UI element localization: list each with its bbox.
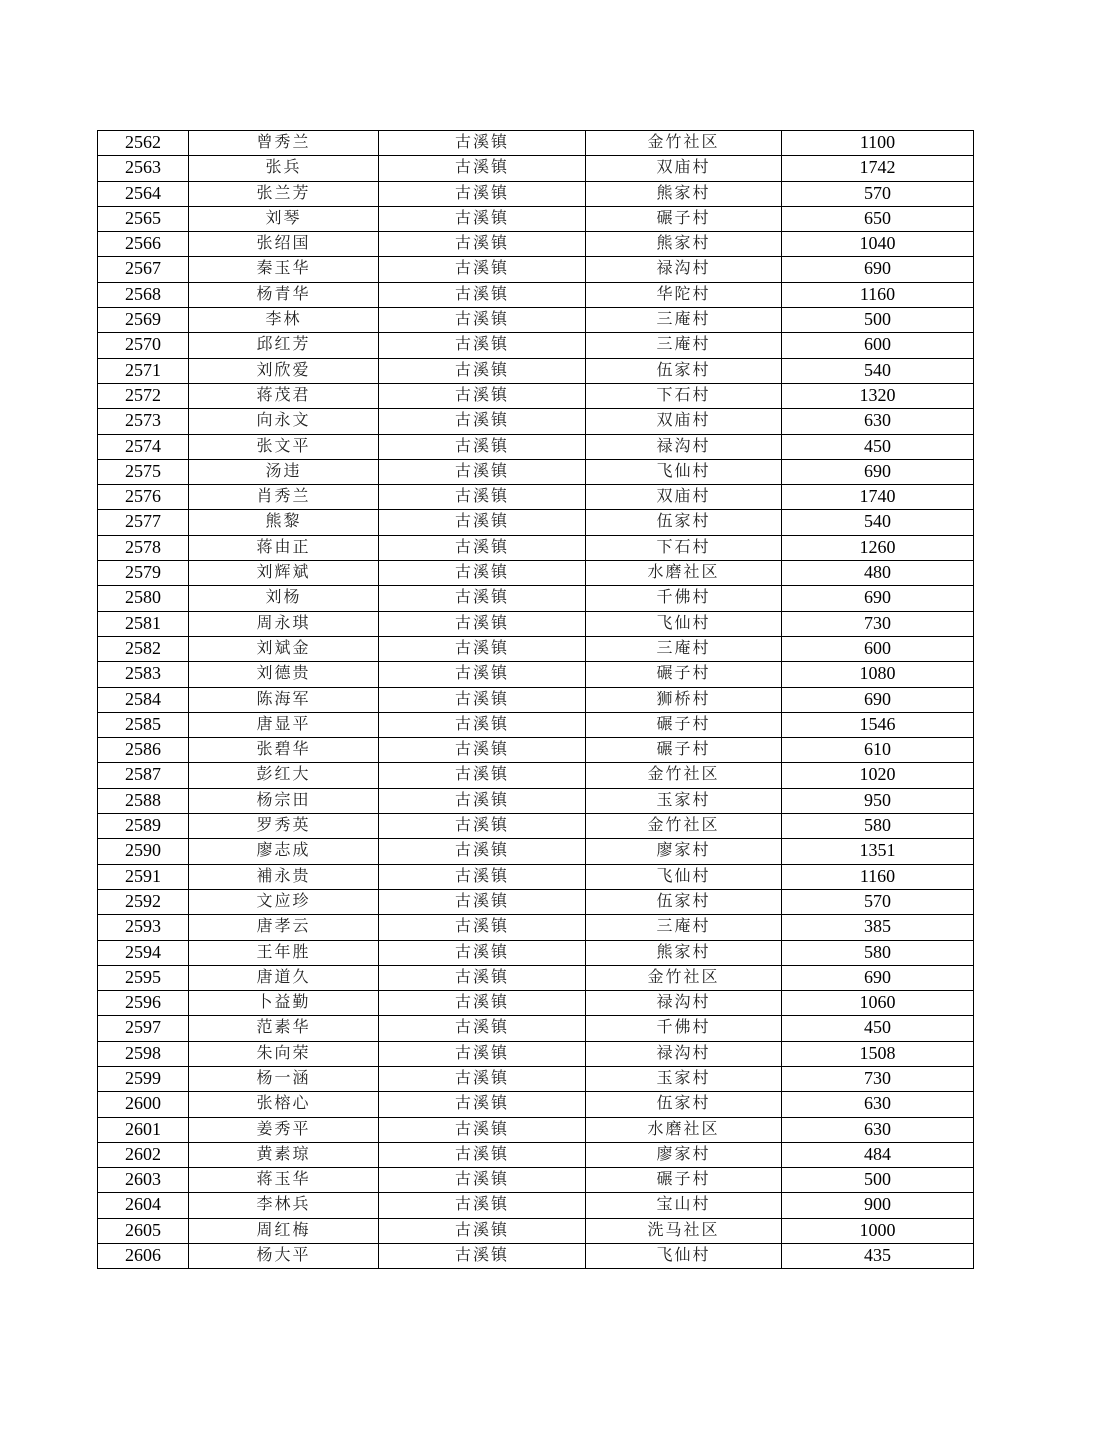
person-name-cell: 秦玉华 xyxy=(189,257,379,282)
serial-number-cell: 2590 xyxy=(98,839,189,864)
town-cell: 古溪镇 xyxy=(379,308,586,333)
town-cell: 古溪镇 xyxy=(379,409,586,434)
town-cell: 古溪镇 xyxy=(379,282,586,307)
serial-number-cell: 2599 xyxy=(98,1066,189,1091)
table-row xyxy=(98,308,974,333)
village-cell: 廖家村 xyxy=(586,1142,782,1167)
person-name-cell: 罗秀英 xyxy=(189,814,379,839)
serial-number-cell: 2571 xyxy=(98,358,189,383)
serial-number-cell: 2605 xyxy=(98,1218,189,1243)
amount-cell: 1740 xyxy=(782,485,974,510)
person-name-cell: 蒋玉华 xyxy=(189,1168,379,1193)
serial-number-cell: 2568 xyxy=(98,282,189,307)
town-cell: 古溪镇 xyxy=(379,459,586,484)
serial-number-cell: 2564 xyxy=(98,181,189,206)
table-row xyxy=(98,434,974,459)
serial-number-cell: 2588 xyxy=(98,788,189,813)
table-row xyxy=(98,459,974,484)
village-cell: 禄沟村 xyxy=(586,991,782,1016)
person-name-cell: 熊黎 xyxy=(189,510,379,535)
town-cell: 古溪镇 xyxy=(379,611,586,636)
amount-cell: 630 xyxy=(782,1092,974,1117)
village-cell: 飞仙村 xyxy=(586,611,782,636)
village-cell: 禄沟村 xyxy=(586,434,782,459)
person-name-cell: 刘琴 xyxy=(189,206,379,231)
table-row xyxy=(98,814,974,839)
serial-number-cell: 2566 xyxy=(98,232,189,257)
amount-cell: 385 xyxy=(782,915,974,940)
amount-cell: 690 xyxy=(782,257,974,282)
town-cell: 古溪镇 xyxy=(379,1041,586,1066)
person-name-cell: 杨宗田 xyxy=(189,788,379,813)
amount-cell: 1260 xyxy=(782,535,974,560)
serial-number-cell: 2578 xyxy=(98,535,189,560)
records-table-body xyxy=(98,131,974,1269)
serial-number-cell: 2585 xyxy=(98,712,189,737)
person-name-cell: 周红梅 xyxy=(189,1218,379,1243)
table-row xyxy=(98,586,974,611)
person-name-cell: 彭红大 xyxy=(189,763,379,788)
town-cell: 古溪镇 xyxy=(379,1142,586,1167)
town-cell: 古溪镇 xyxy=(379,1193,586,1218)
table-row xyxy=(98,561,974,586)
town-cell: 古溪镇 xyxy=(379,712,586,737)
amount-cell: 1060 xyxy=(782,991,974,1016)
person-name-cell: 刘德贵 xyxy=(189,662,379,687)
table-row xyxy=(98,156,974,181)
table-row xyxy=(98,940,974,965)
serial-number-cell: 2573 xyxy=(98,409,189,434)
town-cell: 古溪镇 xyxy=(379,561,586,586)
table-row xyxy=(98,383,974,408)
person-name-cell: 曾秀兰 xyxy=(189,131,379,156)
amount-cell: 630 xyxy=(782,1117,974,1142)
person-name-cell: 汤违 xyxy=(189,459,379,484)
table-row xyxy=(98,282,974,307)
table-row xyxy=(98,257,974,282)
table-row xyxy=(98,358,974,383)
town-cell: 古溪镇 xyxy=(379,687,586,712)
town-cell: 古溪镇 xyxy=(379,839,586,864)
town-cell: 古溪镇 xyxy=(379,763,586,788)
village-cell: 熊家村 xyxy=(586,940,782,965)
village-cell: 碾子村 xyxy=(586,1168,782,1193)
table-row xyxy=(98,738,974,763)
person-name-cell: 補永贵 xyxy=(189,864,379,889)
amount-cell: 690 xyxy=(782,459,974,484)
village-cell: 水磨社区 xyxy=(586,1117,782,1142)
serial-number-cell: 2596 xyxy=(98,991,189,1016)
village-cell: 玉家村 xyxy=(586,1066,782,1091)
person-name-cell: 李林兵 xyxy=(189,1193,379,1218)
table-row xyxy=(98,510,974,535)
amount-cell: 435 xyxy=(782,1244,974,1269)
serial-number-cell: 2600 xyxy=(98,1092,189,1117)
serial-number-cell: 2562 xyxy=(98,131,189,156)
person-name-cell: 张文平 xyxy=(189,434,379,459)
serial-number-cell: 2583 xyxy=(98,662,189,687)
table-row xyxy=(98,636,974,661)
town-cell: 古溪镇 xyxy=(379,1117,586,1142)
village-cell: 熊家村 xyxy=(586,181,782,206)
village-cell: 三庵村 xyxy=(586,636,782,661)
person-name-cell: 唐显平 xyxy=(189,712,379,737)
table-row xyxy=(98,712,974,737)
serial-number-cell: 2587 xyxy=(98,763,189,788)
person-name-cell: 张兰芳 xyxy=(189,181,379,206)
village-cell: 宝山村 xyxy=(586,1193,782,1218)
serial-number-cell: 2576 xyxy=(98,485,189,510)
town-cell: 古溪镇 xyxy=(379,814,586,839)
village-cell: 玉家村 xyxy=(586,788,782,813)
table-row xyxy=(98,889,974,914)
village-cell: 飞仙村 xyxy=(586,1244,782,1269)
amount-cell: 480 xyxy=(782,561,974,586)
table-row xyxy=(98,1016,974,1041)
town-cell: 古溪镇 xyxy=(379,485,586,510)
person-name-cell: 范素华 xyxy=(189,1016,379,1041)
village-cell: 水磨社区 xyxy=(586,561,782,586)
town-cell: 古溪镇 xyxy=(379,1016,586,1041)
town-cell: 古溪镇 xyxy=(379,131,586,156)
village-cell: 千佛村 xyxy=(586,1016,782,1041)
amount-cell: 570 xyxy=(782,181,974,206)
serial-number-cell: 2594 xyxy=(98,940,189,965)
amount-cell: 1742 xyxy=(782,156,974,181)
amount-cell: 690 xyxy=(782,586,974,611)
village-cell: 千佛村 xyxy=(586,586,782,611)
person-name-cell: 陈海军 xyxy=(189,687,379,712)
village-cell: 碾子村 xyxy=(586,206,782,231)
village-cell: 碾子村 xyxy=(586,662,782,687)
town-cell: 古溪镇 xyxy=(379,1092,586,1117)
village-cell: 洗马社区 xyxy=(586,1218,782,1243)
serial-number-cell: 2570 xyxy=(98,333,189,358)
table-row xyxy=(98,1193,974,1218)
amount-cell: 900 xyxy=(782,1193,974,1218)
town-cell: 古溪镇 xyxy=(379,738,586,763)
person-name-cell: 刘辉斌 xyxy=(189,561,379,586)
table-row xyxy=(98,131,974,156)
serial-number-cell: 2572 xyxy=(98,383,189,408)
village-cell: 金竹社区 xyxy=(586,131,782,156)
table-row xyxy=(98,1142,974,1167)
person-name-cell: 李林 xyxy=(189,308,379,333)
person-name-cell: 唐孝云 xyxy=(189,915,379,940)
town-cell: 古溪镇 xyxy=(379,156,586,181)
village-cell: 熊家村 xyxy=(586,232,782,257)
person-name-cell: 蒋由正 xyxy=(189,535,379,560)
table-row xyxy=(98,1041,974,1066)
person-name-cell: 王年胜 xyxy=(189,940,379,965)
amount-cell: 500 xyxy=(782,1168,974,1193)
person-name-cell: 周永琪 xyxy=(189,611,379,636)
serial-number-cell: 2582 xyxy=(98,636,189,661)
serial-number-cell: 2586 xyxy=(98,738,189,763)
table-row xyxy=(98,1218,974,1243)
serial-number-cell: 2574 xyxy=(98,434,189,459)
table-row xyxy=(98,409,974,434)
serial-number-cell: 2606 xyxy=(98,1244,189,1269)
town-cell: 古溪镇 xyxy=(379,991,586,1016)
serial-number-cell: 2591 xyxy=(98,864,189,889)
person-name-cell: 姜秀平 xyxy=(189,1117,379,1142)
village-cell: 三庵村 xyxy=(586,915,782,940)
town-cell: 古溪镇 xyxy=(379,1168,586,1193)
village-cell: 伍家村 xyxy=(586,889,782,914)
town-cell: 古溪镇 xyxy=(379,864,586,889)
table-row xyxy=(98,1066,974,1091)
person-name-cell: 张绍国 xyxy=(189,232,379,257)
amount-cell: 580 xyxy=(782,940,974,965)
village-cell: 金竹社区 xyxy=(586,763,782,788)
person-name-cell: 刘杨 xyxy=(189,586,379,611)
amount-cell: 1040 xyxy=(782,232,974,257)
amount-cell: 1160 xyxy=(782,864,974,889)
town-cell: 古溪镇 xyxy=(379,510,586,535)
serial-number-cell: 2604 xyxy=(98,1193,189,1218)
village-cell: 禄沟村 xyxy=(586,1041,782,1066)
amount-cell: 1100 xyxy=(782,131,974,156)
town-cell: 古溪镇 xyxy=(379,1244,586,1269)
serial-number-cell: 2565 xyxy=(98,206,189,231)
village-cell: 禄沟村 xyxy=(586,257,782,282)
amount-cell: 600 xyxy=(782,636,974,661)
town-cell: 古溪镇 xyxy=(379,257,586,282)
serial-number-cell: 2563 xyxy=(98,156,189,181)
serial-number-cell: 2580 xyxy=(98,586,189,611)
person-name-cell: 刘斌金 xyxy=(189,636,379,661)
amount-cell: 1000 xyxy=(782,1218,974,1243)
table-row xyxy=(98,662,974,687)
serial-number-cell: 2567 xyxy=(98,257,189,282)
serial-number-cell: 2601 xyxy=(98,1117,189,1142)
amount-cell: 600 xyxy=(782,333,974,358)
amount-cell: 730 xyxy=(782,611,974,636)
amount-cell: 950 xyxy=(782,788,974,813)
amount-cell: 580 xyxy=(782,814,974,839)
person-name-cell: 杨青华 xyxy=(189,282,379,307)
serial-number-cell: 2575 xyxy=(98,459,189,484)
person-name-cell: 杨一涵 xyxy=(189,1066,379,1091)
village-cell: 伍家村 xyxy=(586,510,782,535)
village-cell: 狮桥村 xyxy=(586,687,782,712)
village-cell: 碾子村 xyxy=(586,712,782,737)
village-cell: 双庙村 xyxy=(586,485,782,510)
town-cell: 古溪镇 xyxy=(379,358,586,383)
amount-cell: 450 xyxy=(782,434,974,459)
person-name-cell: 唐道久 xyxy=(189,965,379,990)
village-cell: 华陀村 xyxy=(586,282,782,307)
village-cell: 伍家村 xyxy=(586,1092,782,1117)
person-name-cell: 肖秀兰 xyxy=(189,485,379,510)
person-name-cell: 向永文 xyxy=(189,409,379,434)
person-name-cell: 卜益勤 xyxy=(189,991,379,1016)
person-name-cell: 刘欣爱 xyxy=(189,358,379,383)
person-name-cell: 张兵 xyxy=(189,156,379,181)
town-cell: 古溪镇 xyxy=(379,586,586,611)
table-row xyxy=(98,611,974,636)
serial-number-cell: 2595 xyxy=(98,965,189,990)
table-row xyxy=(98,181,974,206)
table-row xyxy=(98,763,974,788)
town-cell: 古溪镇 xyxy=(379,889,586,914)
town-cell: 古溪镇 xyxy=(379,434,586,459)
amount-cell: 1020 xyxy=(782,763,974,788)
amount-cell: 500 xyxy=(782,308,974,333)
amount-cell: 1160 xyxy=(782,282,974,307)
amount-cell: 650 xyxy=(782,206,974,231)
amount-cell: 1080 xyxy=(782,662,974,687)
table-row xyxy=(98,535,974,560)
town-cell: 古溪镇 xyxy=(379,662,586,687)
serial-number-cell: 2569 xyxy=(98,308,189,333)
town-cell: 古溪镇 xyxy=(379,232,586,257)
amount-cell: 1320 xyxy=(782,383,974,408)
table-row xyxy=(98,206,974,231)
table-row xyxy=(98,1117,974,1142)
person-name-cell: 杨大平 xyxy=(189,1244,379,1269)
table-row xyxy=(98,965,974,990)
town-cell: 古溪镇 xyxy=(379,636,586,661)
village-cell: 飞仙村 xyxy=(586,459,782,484)
amount-cell: 610 xyxy=(782,738,974,763)
table-row xyxy=(98,788,974,813)
serial-number-cell: 2602 xyxy=(98,1142,189,1167)
table-row xyxy=(98,232,974,257)
serial-number-cell: 2577 xyxy=(98,510,189,535)
person-name-cell: 蒋茂君 xyxy=(189,383,379,408)
village-cell: 双庙村 xyxy=(586,409,782,434)
person-name-cell: 廖志成 xyxy=(189,839,379,864)
village-cell: 双庙村 xyxy=(586,156,782,181)
amount-cell: 1508 xyxy=(782,1041,974,1066)
village-cell: 金竹社区 xyxy=(586,814,782,839)
village-cell: 金竹社区 xyxy=(586,965,782,990)
amount-cell: 1351 xyxy=(782,839,974,864)
amount-cell: 570 xyxy=(782,889,974,914)
town-cell: 古溪镇 xyxy=(379,1066,586,1091)
table-row xyxy=(98,333,974,358)
table-row xyxy=(98,687,974,712)
person-name-cell: 邱红芳 xyxy=(189,333,379,358)
town-cell: 古溪镇 xyxy=(379,181,586,206)
amount-cell: 690 xyxy=(782,965,974,990)
table-row xyxy=(98,1092,974,1117)
person-name-cell: 文应珍 xyxy=(189,889,379,914)
village-cell: 下石村 xyxy=(586,535,782,560)
person-name-cell: 黄素琼 xyxy=(189,1142,379,1167)
amount-cell: 450 xyxy=(782,1016,974,1041)
village-cell: 伍家村 xyxy=(586,358,782,383)
amount-cell: 1546 xyxy=(782,712,974,737)
records-table xyxy=(97,130,974,1269)
amount-cell: 484 xyxy=(782,1142,974,1167)
serial-number-cell: 2597 xyxy=(98,1016,189,1041)
table-row xyxy=(98,1244,974,1269)
village-cell: 下石村 xyxy=(586,383,782,408)
town-cell: 古溪镇 xyxy=(379,965,586,990)
amount-cell: 630 xyxy=(782,409,974,434)
serial-number-cell: 2589 xyxy=(98,814,189,839)
table-row xyxy=(98,864,974,889)
serial-number-cell: 2584 xyxy=(98,687,189,712)
amount-cell: 540 xyxy=(782,358,974,383)
person-name-cell: 张碧华 xyxy=(189,738,379,763)
table-row xyxy=(98,839,974,864)
person-name-cell: 朱向荣 xyxy=(189,1041,379,1066)
village-cell: 廖家村 xyxy=(586,839,782,864)
town-cell: 古溪镇 xyxy=(379,535,586,560)
town-cell: 古溪镇 xyxy=(379,915,586,940)
town-cell: 古溪镇 xyxy=(379,206,586,231)
amount-cell: 730 xyxy=(782,1066,974,1091)
amount-cell: 540 xyxy=(782,510,974,535)
town-cell: 古溪镇 xyxy=(379,383,586,408)
serial-number-cell: 2593 xyxy=(98,915,189,940)
village-cell: 飞仙村 xyxy=(586,864,782,889)
table-row xyxy=(98,485,974,510)
town-cell: 古溪镇 xyxy=(379,940,586,965)
table-row xyxy=(98,991,974,1016)
serial-number-cell: 2592 xyxy=(98,889,189,914)
table-row xyxy=(98,1168,974,1193)
town-cell: 古溪镇 xyxy=(379,333,586,358)
serial-number-cell: 2581 xyxy=(98,611,189,636)
village-cell: 碾子村 xyxy=(586,738,782,763)
serial-number-cell: 2579 xyxy=(98,561,189,586)
town-cell: 古溪镇 xyxy=(379,788,586,813)
town-cell: 古溪镇 xyxy=(379,1218,586,1243)
person-name-cell: 张榕心 xyxy=(189,1092,379,1117)
village-cell: 三庵村 xyxy=(586,333,782,358)
serial-number-cell: 2603 xyxy=(98,1168,189,1193)
table-row xyxy=(98,915,974,940)
amount-cell: 690 xyxy=(782,687,974,712)
village-cell: 三庵村 xyxy=(586,308,782,333)
serial-number-cell: 2598 xyxy=(98,1041,189,1066)
